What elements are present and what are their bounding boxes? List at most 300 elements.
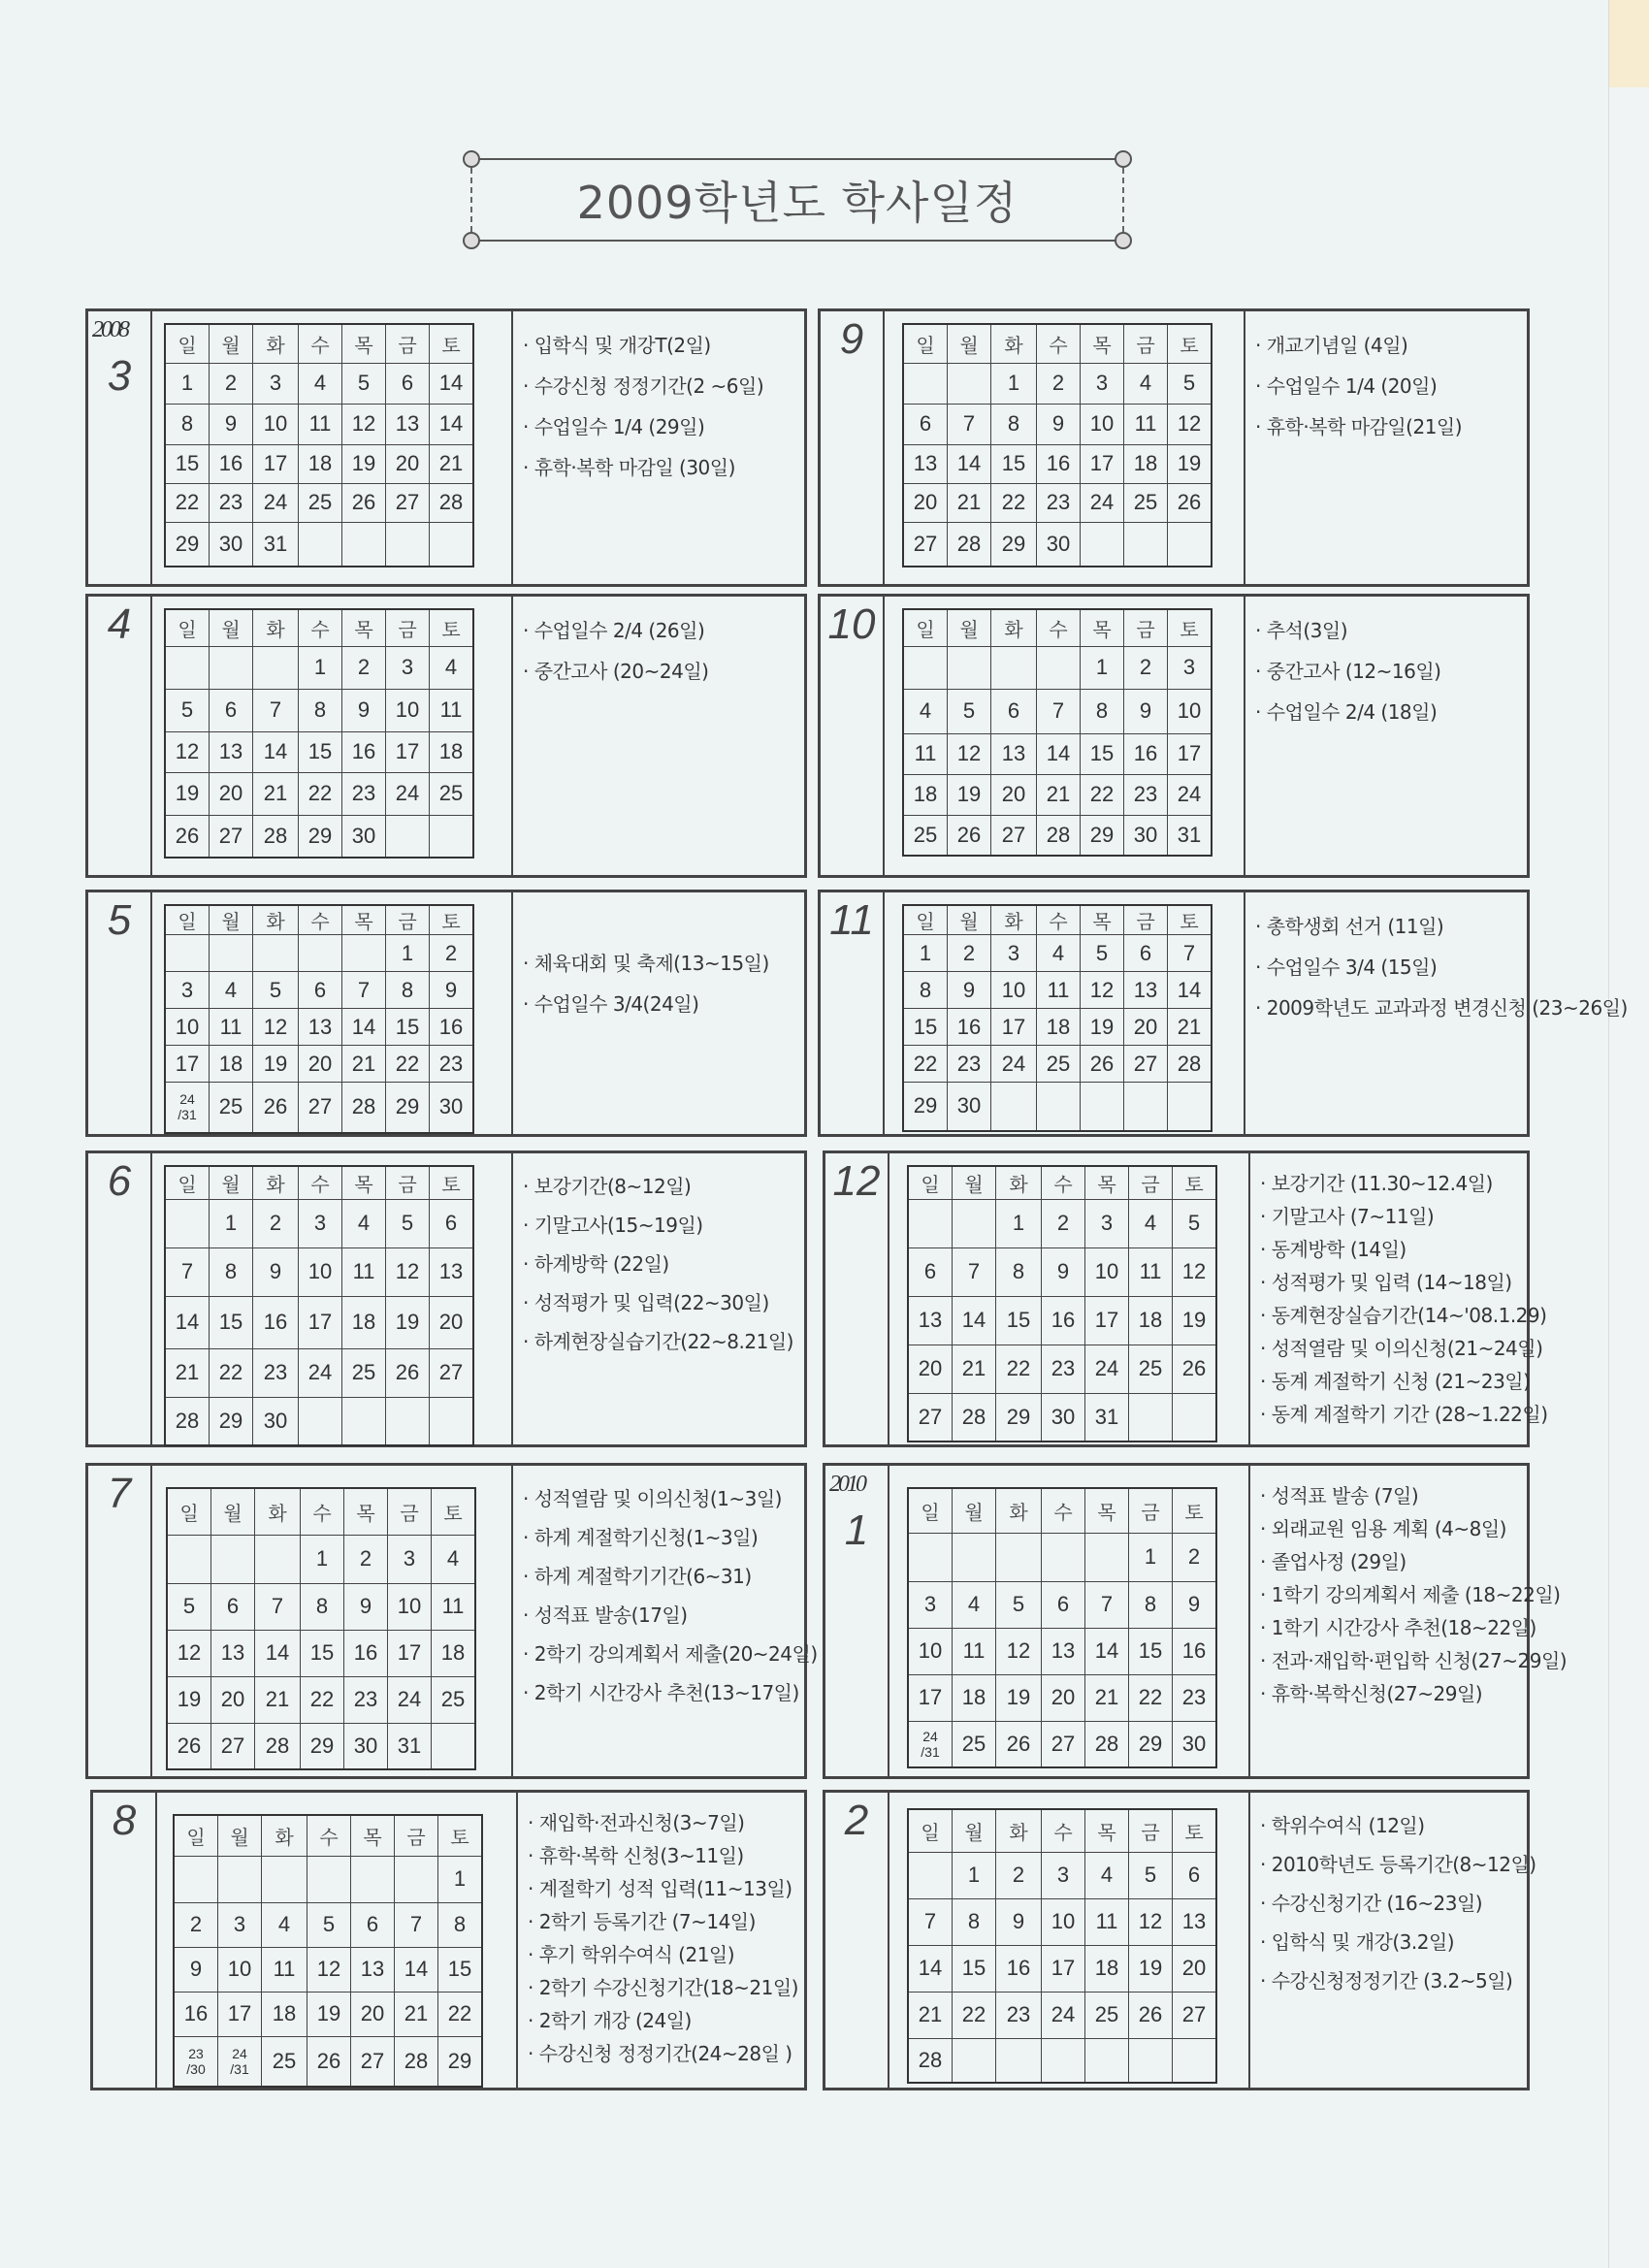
- day-cell: 21: [430, 444, 474, 483]
- weekday-header: 화: [996, 1166, 1042, 1199]
- week-row: [174, 1856, 482, 1902]
- day-cell: 28: [1037, 815, 1081, 856]
- day-cell: 21: [395, 1992, 438, 2036]
- day-cell: [903, 646, 948, 689]
- weekday-header: 월: [210, 609, 253, 646]
- event-item: · 동계현장실습기간(14~'08.1.29): [1260, 1299, 1548, 1332]
- day-cell: 28: [255, 1723, 301, 1769]
- calendar-column: [157, 1793, 518, 2088]
- day-cell: 27: [991, 815, 1037, 856]
- day-cell: 17: [253, 444, 299, 483]
- week-row: [903, 483, 1212, 522]
- event-item: · 성적열람 및 이의신청(21~24일): [1260, 1332, 1548, 1365]
- day-cell: [351, 1856, 395, 1902]
- day-cell: 1: [996, 1199, 1042, 1247]
- day-cell: 11: [1129, 1247, 1173, 1296]
- day-cell: 17: [991, 1009, 1037, 1046]
- day-cell: 28: [430, 483, 474, 522]
- day-cell: 5: [165, 689, 210, 731]
- calendar-column: [885, 597, 1245, 875]
- scan-edge: [1608, 0, 1649, 2268]
- day-cell: 9: [1042, 1247, 1085, 1296]
- title-scroll-banner: [470, 158, 1124, 242]
- event-item: · 2학기 시간강사 추천(13~17일): [523, 1673, 818, 1712]
- weekday-header: 화: [253, 609, 299, 646]
- week-row: [165, 731, 473, 772]
- day-cell: 15: [165, 444, 210, 483]
- day-cell: 16: [1042, 1296, 1085, 1345]
- weekday-header: 수: [299, 324, 342, 363]
- events-column: [1245, 892, 1628, 1134]
- month-label-column: [88, 892, 152, 1134]
- weekday-header: 금: [386, 905, 430, 935]
- week-row: [165, 935, 473, 972]
- day-cell: 5: [1168, 363, 1212, 404]
- weekday-header: 수: [307, 1815, 351, 1856]
- day-cell: 18: [262, 1992, 307, 2036]
- day-cell: 12: [1081, 972, 1124, 1009]
- day-cell: 31: [1085, 1393, 1129, 1442]
- day-cell: [430, 1397, 474, 1445]
- day-cell: 6: [908, 1247, 953, 1296]
- day-cell: 22: [210, 1348, 253, 1397]
- day-cell: 19: [165, 772, 210, 815]
- day-cell: 10: [218, 1947, 262, 1992]
- week-row: [174, 2036, 482, 2087]
- event-item: · 성적열람 및 이의신청(1~3일): [523, 1479, 818, 1518]
- day-cell: 9: [1173, 1581, 1217, 1628]
- day-cell: [1129, 2038, 1173, 2083]
- day-cell: 27: [903, 522, 948, 567]
- day-cell: 24: [991, 1046, 1037, 1083]
- weekday-header: 목: [1081, 905, 1124, 935]
- day-cell: 24: [1085, 1345, 1129, 1393]
- day-cell: 3: [908, 1581, 953, 1628]
- event-item: · 1학기 강의계획서 제출 (18~22일): [1260, 1578, 1567, 1611]
- day-cell: 20: [386, 444, 430, 483]
- weekday-header: 토: [1173, 1809, 1217, 1852]
- event-item: · 하계 계절학기신청(1~3일): [523, 1518, 818, 1557]
- events-column: [513, 892, 804, 1134]
- week-row: [174, 1902, 482, 1947]
- day-cell: 20: [1124, 1009, 1168, 1046]
- day-cell: 15: [1081, 733, 1124, 774]
- event-item: · 중간고사 (20~24일): [523, 651, 804, 692]
- day-cell: 2: [344, 1535, 388, 1583]
- day-cell: [342, 1397, 386, 1445]
- day-cell: 6: [903, 404, 948, 444]
- day-cell: 12: [307, 1947, 351, 1992]
- weekday-header: 월: [210, 905, 253, 935]
- day-cell: 15: [1129, 1628, 1173, 1674]
- week-row: [165, 689, 473, 731]
- day-cell: 18: [1037, 1009, 1081, 1046]
- event-item: · 추석(3일): [1255, 610, 1527, 651]
- weekday-header: 토: [430, 1166, 474, 1199]
- weekday-header: 화: [253, 324, 299, 363]
- day-cell: 4: [1085, 1852, 1129, 1898]
- day-cell: 9: [948, 972, 991, 1009]
- weekday-header: 월: [210, 324, 253, 363]
- day-cell: 27: [908, 1393, 953, 1442]
- day-cell: 20: [211, 1676, 255, 1723]
- day-cell: 31: [1168, 815, 1212, 856]
- month-label-column: [88, 597, 152, 875]
- day-cell: 17: [218, 1992, 262, 2036]
- weekday-header: 토: [1173, 1166, 1217, 1199]
- weekday-header: 금: [388, 1488, 432, 1535]
- month-block-may: [85, 890, 807, 1137]
- day-cell: 8: [301, 1583, 344, 1630]
- weekday-header: 일: [908, 1166, 953, 1199]
- weekday-header: 수: [299, 1166, 342, 1199]
- day-cell: 1: [165, 363, 210, 404]
- day-cell: 15: [953, 1945, 996, 1992]
- week-row: [903, 404, 1212, 444]
- weekday-header: 일: [908, 1488, 953, 1533]
- day-cell: 10: [165, 1009, 210, 1046]
- event-item: · 개교기념일 (4일): [1255, 325, 1527, 366]
- weekday-header: 월: [218, 1815, 262, 1856]
- day-cell: 13: [299, 1009, 342, 1046]
- month-number: 10: [827, 600, 876, 648]
- weekday-header: 월: [953, 1488, 996, 1533]
- event-item: · 2009학년도 교과과정 변경신청 (23~26일): [1255, 988, 1628, 1028]
- scan-edge-tint: [1609, 0, 1649, 87]
- day-cell: 10: [991, 972, 1037, 1009]
- month-number: 2: [844, 1797, 869, 1844]
- day-cell: 6: [211, 1583, 255, 1630]
- day-cell: 27: [430, 1348, 474, 1397]
- day-cell: 19: [167, 1676, 211, 1723]
- day-cell: 12: [386, 1247, 430, 1296]
- weekday-header: 토: [1168, 609, 1212, 646]
- day-cell: 26: [307, 2036, 351, 2087]
- day-cell: [996, 2038, 1042, 2083]
- day-cell: 30: [344, 1723, 388, 1769]
- day-cell: 18: [432, 1630, 476, 1676]
- day-cell: [1085, 2038, 1129, 2083]
- event-item: · 휴학·복학 마감일 (30일): [523, 447, 804, 488]
- day-cell: 17: [165, 1046, 210, 1083]
- day-cell: 2: [1042, 1199, 1085, 1247]
- event-item: · 성적평가 및 입력(22~30일): [523, 1283, 804, 1322]
- day-cell: 16: [1124, 733, 1168, 774]
- day-cell: 12: [253, 1009, 299, 1046]
- day-cell: 8: [438, 1902, 483, 1947]
- weekday-header: 수: [1037, 324, 1081, 363]
- day-cell: 3: [1042, 1852, 1085, 1898]
- day-cell: 30: [253, 1397, 299, 1445]
- day-cell: 16: [342, 731, 386, 772]
- day-cell: 18: [953, 1674, 996, 1721]
- event-list: [523, 943, 804, 1024]
- month-number: 7: [107, 1470, 132, 1517]
- day-cell: 12: [167, 1630, 211, 1676]
- day-cell: 14: [953, 1296, 996, 1345]
- day-cell: 2: [996, 1852, 1042, 1898]
- day-cell: 31: [253, 522, 299, 567]
- day-cell: 24: [388, 1676, 432, 1723]
- weekday-header: 월: [948, 324, 991, 363]
- day-cell: 27: [210, 815, 253, 858]
- week-row: [903, 935, 1212, 972]
- day-cell: [953, 2038, 996, 2083]
- day-cell: 26: [253, 1083, 299, 1133]
- week-row: [903, 1083, 1212, 1131]
- day-cell: [299, 1397, 342, 1445]
- day-cell: 6: [1124, 935, 1168, 972]
- day-cell: 28: [253, 815, 299, 858]
- event-item: · 입학식 및 개강T(2일): [523, 325, 804, 366]
- day-cell: 8: [165, 404, 210, 444]
- day-cell: 13: [386, 404, 430, 444]
- day-cell: 13: [991, 733, 1037, 774]
- month-block-oct: [818, 594, 1530, 878]
- day-cell: 1: [1081, 646, 1124, 689]
- day-cell: [210, 646, 253, 689]
- month-label-column: [821, 311, 885, 584]
- event-item: · 2학기 수강신청기간(18~21일): [528, 1971, 804, 2004]
- day-cell: 22: [991, 483, 1037, 522]
- day-cell: 12: [1168, 404, 1212, 444]
- day-cell: 7: [948, 404, 991, 444]
- event-item: · 수강신청정정기간 (3.2~5일): [1260, 1961, 1536, 2000]
- calendar-column: [885, 892, 1245, 1134]
- day-cell: 10: [1081, 404, 1124, 444]
- week-row: [908, 1992, 1216, 2038]
- day-cell: 24: [1042, 1992, 1085, 2038]
- day-cell: 16: [253, 1296, 299, 1348]
- day-cell: 22: [953, 1992, 996, 2038]
- day-cell: [395, 1856, 438, 1902]
- day-cell: 27: [1124, 1046, 1168, 1083]
- day-cell: 1: [299, 646, 342, 689]
- day-cell: 8: [386, 972, 430, 1009]
- event-list: [1255, 610, 1527, 732]
- day-cell: 25: [430, 772, 474, 815]
- weekday-header: 수: [299, 609, 342, 646]
- day-cell: 8: [210, 1247, 253, 1296]
- day-cell: 3: [1085, 1199, 1129, 1247]
- day-cell: [1042, 2038, 1085, 2083]
- day-cell: 12: [1173, 1247, 1217, 1296]
- day-cell: [307, 1856, 351, 1902]
- year-label: 2008: [92, 317, 127, 342]
- month-calendar-table: [902, 608, 1212, 857]
- day-cell: 30: [210, 522, 253, 567]
- week-row: [903, 689, 1212, 733]
- events-column: [1245, 597, 1527, 875]
- day-cell: [255, 1535, 301, 1583]
- day-cell: 29: [1129, 1721, 1173, 1767]
- day-cell: 7: [342, 972, 386, 1009]
- day-cell: [342, 522, 386, 567]
- day-cell: [165, 935, 210, 972]
- day-cell: 4: [342, 1199, 386, 1247]
- weekday-header: 금: [1124, 324, 1168, 363]
- week-row: [908, 1898, 1216, 1945]
- day-cell: 19: [996, 1674, 1042, 1721]
- day-cell: 1: [991, 363, 1037, 404]
- day-cell: 24 /31: [165, 1083, 210, 1133]
- day-cell: 16: [344, 1630, 388, 1676]
- month-block-dec: [823, 1150, 1548, 1447]
- month-label-column: [825, 1793, 889, 2088]
- events-column: [513, 1153, 804, 1444]
- weekday-header: 목: [344, 1488, 388, 1535]
- weekday-header: 화: [253, 905, 299, 935]
- day-cell: 25: [953, 1721, 996, 1767]
- day-cell: [953, 1199, 996, 1247]
- day-cell: 4: [262, 1902, 307, 1947]
- day-cell: 23 /30: [174, 2036, 218, 2087]
- day-cell: 2: [253, 1199, 299, 1247]
- day-cell: 1: [438, 1856, 483, 1902]
- day-cell: 12: [948, 733, 991, 774]
- day-cell: 3: [1081, 363, 1124, 404]
- day-cell: 30: [1173, 1721, 1217, 1767]
- event-item: · 동계 계절학기 기간 (28~1.22일): [1260, 1398, 1548, 1431]
- week-row: [908, 1247, 1216, 1296]
- day-cell: 2: [1037, 363, 1081, 404]
- day-cell: 20: [351, 1992, 395, 2036]
- day-cell: 28: [953, 1393, 996, 1442]
- day-cell: [386, 522, 430, 567]
- day-cell: 15: [991, 444, 1037, 483]
- day-cell: 17: [388, 1630, 432, 1676]
- day-cell: 18: [210, 1046, 253, 1083]
- day-cell: 19: [1081, 1009, 1124, 1046]
- year-label: 2010: [829, 1472, 864, 1497]
- day-cell: 25: [1129, 1345, 1173, 1393]
- day-cell: 1: [210, 1199, 253, 1247]
- event-item: · 후기 학위수여식 (21일): [528, 1938, 804, 1971]
- week-row: [165, 972, 473, 1009]
- scroll-curl-icon: [463, 150, 480, 168]
- day-cell: 13: [211, 1630, 255, 1676]
- weekday-header: 일: [165, 905, 210, 935]
- day-cell: 12: [165, 731, 210, 772]
- event-item: · 수업일수 2/4 (26일): [523, 610, 804, 651]
- day-cell: 10: [299, 1247, 342, 1296]
- day-cell: 6: [210, 689, 253, 731]
- day-cell: 25: [210, 1083, 253, 1133]
- week-row: [165, 404, 473, 444]
- day-cell: 9: [342, 689, 386, 731]
- weekday-header: 수: [1042, 1809, 1085, 1852]
- day-cell: 28: [908, 2038, 953, 2083]
- weekday-header: 금: [386, 324, 430, 363]
- day-cell: 6: [1042, 1581, 1085, 1628]
- weekday-header: 금: [1129, 1488, 1173, 1533]
- weekday-header: 토: [430, 905, 474, 935]
- week-row: [903, 1009, 1212, 1046]
- day-cell: 25: [903, 815, 948, 856]
- week-row: [165, 646, 473, 689]
- day-cell: 30: [948, 1083, 991, 1131]
- day-cell: 2: [174, 1902, 218, 1947]
- weekday-header: 일: [903, 905, 948, 935]
- day-cell: 8: [953, 1898, 996, 1945]
- weekday-header: 화: [996, 1488, 1042, 1533]
- event-item: · 성적표 발송 (7일): [1260, 1479, 1567, 1512]
- day-cell: 17: [386, 731, 430, 772]
- calendar-column: [152, 1153, 513, 1444]
- event-item: · 기말고사(15~19일): [523, 1206, 804, 1245]
- week-row: [167, 1723, 475, 1769]
- week-row: [165, 1009, 473, 1046]
- event-list: [528, 1806, 804, 2070]
- day-cell: 5: [996, 1581, 1042, 1628]
- weekday-header: 목: [1085, 1488, 1129, 1533]
- day-cell: 21: [1168, 1009, 1212, 1046]
- day-cell: 8: [991, 404, 1037, 444]
- event-item: · 휴학·복학신청(27~29일): [1260, 1677, 1567, 1710]
- day-cell: 7: [1168, 935, 1212, 972]
- week-row: [165, 772, 473, 815]
- day-cell: 11: [342, 1247, 386, 1296]
- day-cell: 13: [908, 1296, 953, 1345]
- month-number: 11: [829, 896, 874, 944]
- day-cell: 15: [996, 1296, 1042, 1345]
- day-cell: 6: [430, 1199, 474, 1247]
- day-cell: 12: [996, 1628, 1042, 1674]
- day-cell: 17: [299, 1296, 342, 1348]
- day-cell: 13: [1173, 1898, 1217, 1945]
- day-cell: 2: [1173, 1533, 1217, 1581]
- month-number: 12: [832, 1157, 881, 1205]
- month-block-nov: [818, 890, 1628, 1137]
- day-cell: 11: [210, 1009, 253, 1046]
- weekday-header: 월: [948, 905, 991, 935]
- calendar-column: [152, 1466, 513, 1776]
- day-cell: 26: [165, 815, 210, 858]
- day-cell: 17: [1085, 1296, 1129, 1345]
- day-cell: [991, 646, 1037, 689]
- day-cell: 2: [430, 935, 474, 972]
- event-item: · 수업일수 3/4 (15일): [1255, 947, 1628, 988]
- day-cell: 21: [253, 772, 299, 815]
- month-number: 9: [839, 315, 864, 363]
- day-cell: 23: [948, 1046, 991, 1083]
- week-row: [903, 646, 1212, 689]
- day-cell: 23: [1124, 774, 1168, 815]
- day-cell: 6: [991, 689, 1037, 733]
- day-cell: 18: [1129, 1296, 1173, 1345]
- day-cell: 5: [948, 689, 991, 733]
- day-cell: 21: [255, 1676, 301, 1723]
- day-cell: 7: [1037, 689, 1081, 733]
- day-cell: 19: [253, 1046, 299, 1083]
- weekday-header: 토: [1168, 324, 1212, 363]
- week-row: [165, 1046, 473, 1083]
- day-cell: 4: [210, 972, 253, 1009]
- day-cell: 19: [342, 444, 386, 483]
- event-item: · 총학생회 선거 (11일): [1255, 906, 1628, 947]
- day-cell: [262, 1856, 307, 1902]
- week-row: [903, 972, 1212, 1009]
- weekday-header: 월: [211, 1488, 255, 1535]
- day-cell: 13: [430, 1247, 474, 1296]
- day-cell: 23: [430, 1046, 474, 1083]
- day-cell: 10: [386, 689, 430, 731]
- event-item: · 보강기간(8~12일): [523, 1167, 804, 1206]
- day-cell: 20: [210, 772, 253, 815]
- day-cell: 14: [430, 363, 474, 404]
- week-row: [165, 1296, 473, 1348]
- day-cell: 28: [395, 2036, 438, 2087]
